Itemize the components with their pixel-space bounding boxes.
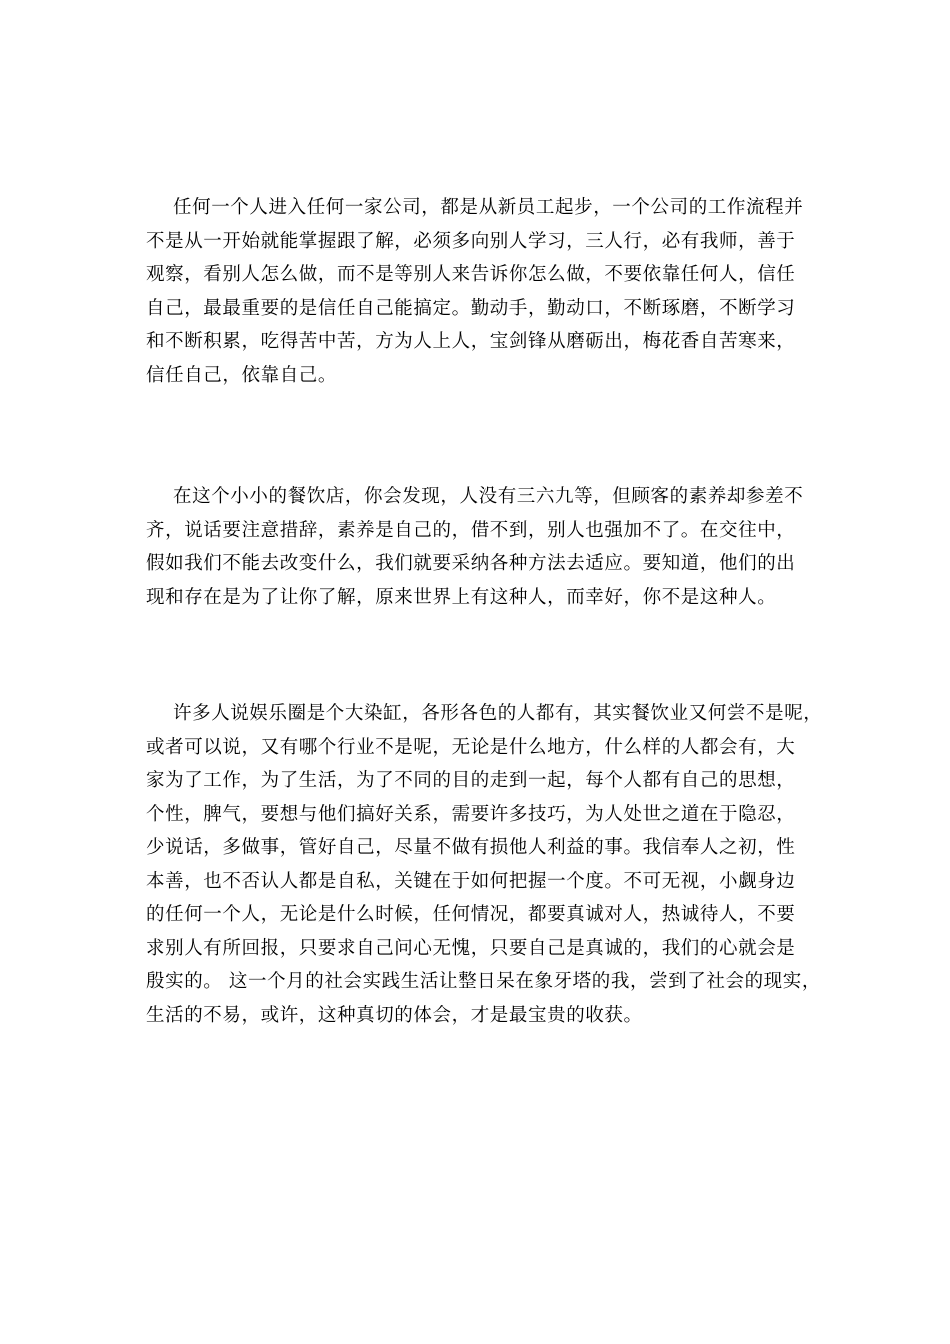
paragraph-line: 个性，脾气，要想与他们搞好关系，需要许多技巧，为人处世之道在于隐忍， — [146, 803, 796, 825]
paragraph-line: 的任何一个人，无论是什么时候，任何情况，都要真诚对人，热诚待人，不要 — [146, 904, 796, 925]
paragraph-line: 不是从一开始就能掌握跟了解，必须多向别人学习，三人行，必有我师，善于 — [146, 230, 796, 252]
paragraph-line: 生活的不易，或许，这种真切的体会，才是最宝贵的收获。 — [146, 1004, 643, 1026]
paragraph-line: 殷实的。 这一个月的社会实践生活让整日呆在象牙塔的我，尝到了社会的现实， — [146, 971, 821, 992]
paragraph-line: 信任自己，依靠自己。 — [146, 364, 338, 386]
paragraph-2 — [146, 480, 826, 614]
paragraph-line: 许多人说娱乐圈是个大染缸，各形各色的人都有，其实餐饮业又何尝不是呢， — [173, 703, 823, 724]
paragraph-line: 齐，说话要注意措辞，素养是自己的，借不到，别人也强加不了。在交往中， — [146, 519, 796, 541]
paragraph-line: 求别人有所回报，只要求自己问心无愧，只要自己是真诚的，我们的心就会是 — [146, 937, 796, 959]
paragraph-3 — [146, 697, 826, 1032]
paragraph-line: 少说话，多做事，管好自己，尽量不做有损他人利益的事。我信奉人之初，性 — [146, 837, 796, 858]
paragraph-line: 和不断积累，吃得苦中苦，方为人上人，宝剑锋从磨砺出，梅花香自苦寒来， — [146, 331, 796, 352]
paragraph-line: 任何一个人进入任何一家公司，都是从新员工起步，一个公司的工作流程并 — [173, 197, 804, 218]
paragraph-line: 本善，也不否认人都是自私，关键在于如何把握一个度。不可无视，小觑身边 — [146, 870, 796, 892]
paragraph-line: 现和存在是为了让你了解，原来世界上有这种人，而幸好，你不是这种人。 — [146, 586, 777, 608]
paragraph-line: 或者可以说，又有哪个行业不是呢，无论是什么地方，什么样的人都会有，大 — [146, 736, 796, 758]
paragraph-line: 观察，看别人怎么做，而不是等别人来告诉你怎么做，不要依靠任何人，信任 — [146, 264, 796, 285]
paragraph-line: 家为了工作，为了生活，为了不同的目的走到一起，每个人都有自己的思想， — [146, 770, 796, 791]
paragraph-1 — [146, 191, 826, 392]
paragraph-line: 假如我们不能去改变什么，我们就要采纳各种方法去适应。要知道，他们的出 — [146, 553, 796, 574]
paragraph-line: 在这个小小的餐饮店，你会发现，人没有三六九等，但顾客的素养却参差不 — [173, 486, 804, 507]
paragraph-line: 自己，最最重要的是信任自己能搞定。勤动手，勤动口，不断琢磨，不断学习 — [146, 297, 796, 319]
